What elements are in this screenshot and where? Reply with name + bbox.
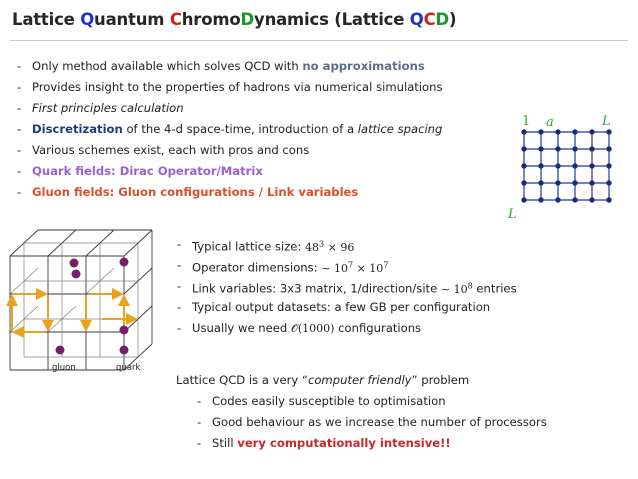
- spec-text: Link variables: 3x3 matrix, 1/direction/site: [192, 281, 441, 296]
- spec-text: Typical lattice size:: [192, 239, 306, 254]
- bullet-quark-fields: - Quark fields: Dirac Operator/Matrix: [17, 164, 263, 178]
- spec-math: 𝒪(1000): [290, 322, 335, 335]
- spec-math: ∼ $10^8$: [440, 281, 473, 296]
- lattice-label-L-left: L: [508, 207, 517, 222]
- subpoint-text: Good behaviour as we increase the number of processors: [212, 415, 547, 429]
- spec-text: entries: [472, 281, 517, 296]
- cube-label-gluon: gluon: [52, 363, 76, 373]
- bullet-emphasis: Gluon fields: Gluon configurations / Link variables: [32, 185, 359, 199]
- title-c-letter: C: [423, 10, 436, 29]
- spec-text: Operator dimensions:: [192, 260, 322, 275]
- title-d-letter: D: [240, 10, 255, 29]
- title-text: Lattice: [12, 10, 81, 29]
- subpoint-text: Codes easily susceptible to optimisation: [212, 394, 446, 408]
- lattice-grid-diagram: [502, 112, 632, 222]
- title-text: ynamics (Lattice: [254, 10, 410, 29]
- subpoint-intensive: - Still very computationally intensive!!: [197, 436, 451, 450]
- spec-math: ∼ $10^7 \times 10^7$: [321, 260, 389, 275]
- title-d-letter: D: [435, 10, 450, 29]
- title-c-letter: C: [169, 10, 182, 29]
- spec-text: Typical output datasets: a few GB per configuration: [192, 300, 491, 314]
- summary-text: ” problem: [411, 373, 470, 387]
- summary-italic: computer friendly: [307, 373, 412, 387]
- cube-lattice-diagram: [4, 224, 174, 384]
- slide-title: [12, 10, 456, 29]
- title-text: uantum: [94, 10, 170, 29]
- subpoint-emphasis: very computationally intensive!!: [237, 436, 451, 450]
- bullet-emphasis: no approximations: [302, 59, 425, 73]
- spec-math: $48^3 \times 96$: [305, 239, 355, 254]
- spec-operator-dimensions: - Operator dimensions: ∼ $10^7 \times 10^7$: [177, 258, 389, 275]
- bullet-schemes: - Various schemes exist, each with pros and cons: [17, 143, 310, 157]
- bullet-text: of the 4-d space-time, introduction of a: [122, 122, 358, 136]
- bullet-text: Various schemes exist, each with pros and cons: [32, 143, 310, 157]
- bullet-no-approximations: - Only method available which solves QCD with no approximations: [17, 59, 425, 73]
- spec-text: configurations: [334, 321, 422, 335]
- subpoint-text: Still: [212, 436, 238, 450]
- spec-output-datasets: - Typical output datasets: a few GB per configuration: [177, 300, 491, 314]
- summary-text: Lattice QCD is a very “: [176, 373, 308, 387]
- lattice-label-L-top: L: [602, 114, 611, 129]
- subpoint-optimisation: - Codes easily susceptible to optimisation: [197, 394, 446, 408]
- bullet-emphasis: Quark fields: Dirac Operator/Matrix: [32, 164, 263, 178]
- bullet-text: lattice spacing: [357, 122, 443, 136]
- bullet-hadrons: - Provides insight to the properties of hadrons via numerical simulations: [17, 80, 443, 94]
- bullet-emphasis: Discretization: [32, 122, 123, 136]
- subpoint-processors: - Good behaviour as we increase the number of processors: [197, 415, 547, 429]
- cube-label-quark: quark: [116, 363, 141, 373]
- bullet-text: Only method available which solves QCD with: [32, 59, 303, 73]
- spec-text: Usually we need: [192, 321, 291, 335]
- lattice-label-spacing: a: [546, 115, 554, 130]
- bullet-text: Provides insight to the properties of hadrons via numerical simulations: [32, 80, 443, 94]
- title-q-letter: Q: [80, 10, 95, 29]
- bullet-discretization: - Discretization of the 4-d space-time, introduction of a lattice spacing: [17, 122, 443, 136]
- title-divider: [10, 40, 628, 41]
- title-text: hromo: [181, 10, 241, 29]
- spec-lattice-size: - Typical lattice size: $48^3 \times 96$: [177, 237, 355, 254]
- lattice-label-one: 1: [522, 114, 531, 129]
- spec-link-variables: - Link variables: 3x3 matrix, 1/direction/site ∼ $10^8$ entries: [177, 279, 517, 296]
- bullet-first-principles: - First principles calculation: [17, 101, 184, 115]
- bullet-gluon-fields: - Gluon fields: Gluon configurations / Link variables: [17, 185, 359, 199]
- title-q-letter: Q: [409, 10, 424, 29]
- title-text: ): [449, 10, 457, 29]
- summary-statement: [176, 373, 469, 387]
- bullet-text: First principles calculation: [32, 101, 184, 115]
- spec-configurations: - Usually we need 𝒪(1000) configurations: [177, 321, 422, 335]
